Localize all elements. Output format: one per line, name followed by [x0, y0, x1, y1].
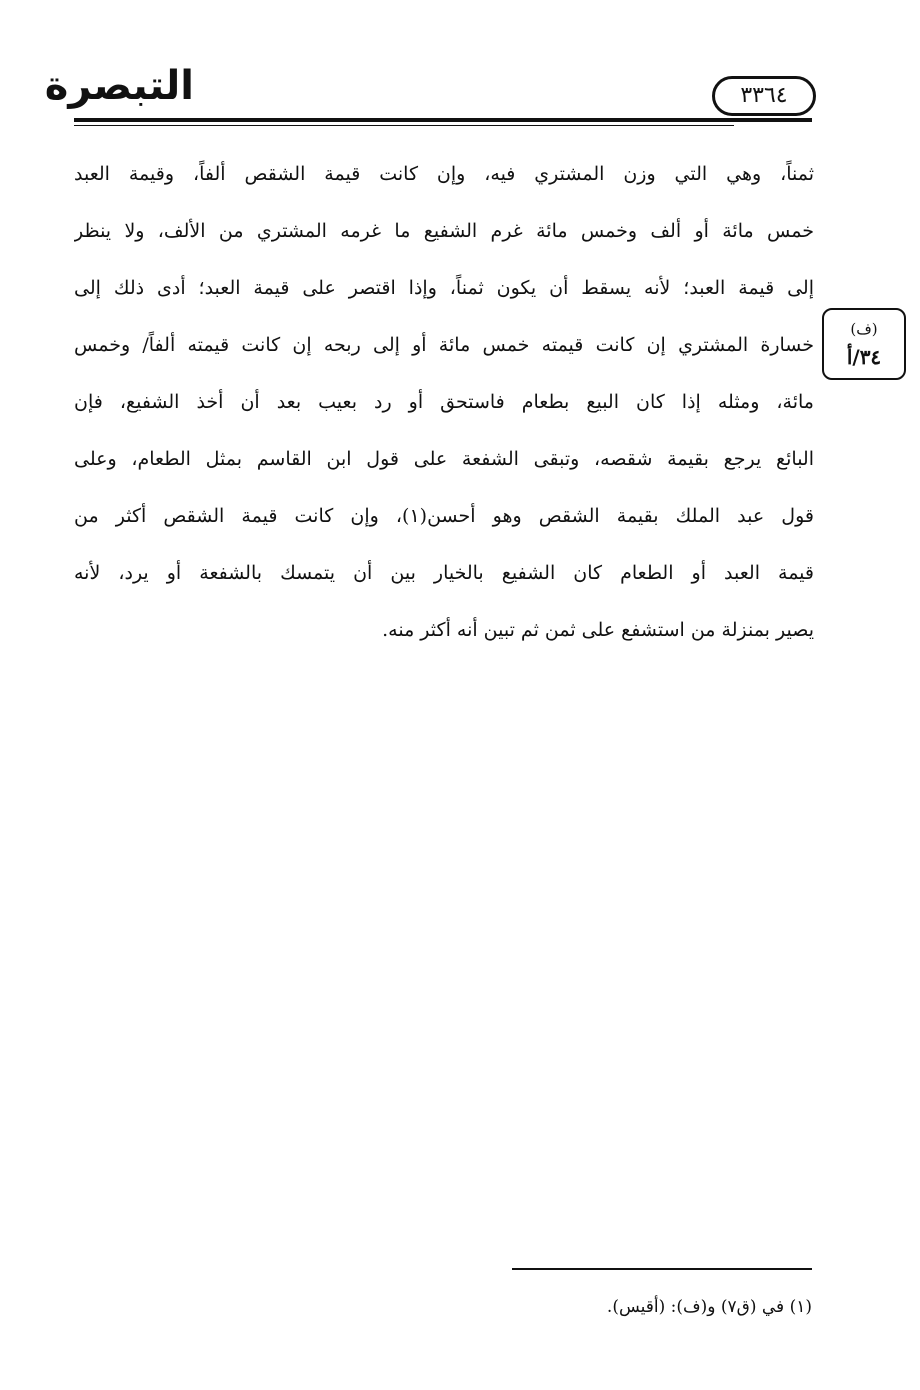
body-line-7: قول عبد الملك بقيمة الشقص وهو أحسن(١)، وإن كانت قيمة الشقص أكثر من: [74, 505, 814, 527]
folio-number: ٣٤/أ: [846, 345, 882, 369]
body-line-6: البائع يرجع بقيمة شقصه، وتبقى الشفعة على قول ابن القاسم بمثل الطعام، وعلى: [74, 448, 814, 470]
manuscript-folio-note: [822, 308, 906, 380]
body-line-2: خمس مائة أو ألف وخمس مائة غرم الشفيع ما غرمه المشتري من الألف، ولا ينظر: [74, 220, 814, 242]
body-text: [74, 146, 814, 659]
footnote-rule: [512, 1268, 812, 1270]
page-number: ٣٣٦٤: [712, 76, 816, 116]
header-rule: [74, 118, 812, 122]
footnote-1: (١) في (ق٧) و(ف): (أقيس).: [606, 1297, 812, 1317]
body-line-5: مائة، ومثله إذا كان البيع بطعام فاستحق أو رد بعيب بعد أن أخذ الشفيع، فإن: [74, 391, 814, 413]
body-line-8: قيمة العبد أو الطعام كان الشفيع بالخيار بين أن يتمسك بالشفعة أو يرد، لأنه: [74, 562, 814, 584]
body-line-4: خسارة المشتري إن كانت قيمته خمس مائة أو إلى ربحه إن كانت قيمته ألفاً/ وخمس: [74, 334, 814, 356]
body-line-9: يصير بمنزلة من استشفع على ثمن ثم تبين أنه أكثر منه.: [382, 619, 814, 641]
header-rule-thin: [74, 125, 734, 126]
body-line-3: إلى قيمة العبد؛ لأنه يسقط أن يكون ثمناً، وإذا اقتصر على قيمة العبد؛ أدى ذلك إلى: [74, 277, 814, 299]
running-title: التبصرة: [44, 63, 194, 109]
folio-source: (ف): [850, 320, 878, 338]
body-line-1: ثمناً، وهي التي وزن المشتري فيه، وإن كانت قيمة الشقص ألفاً، وقيمة العبد: [74, 163, 814, 185]
